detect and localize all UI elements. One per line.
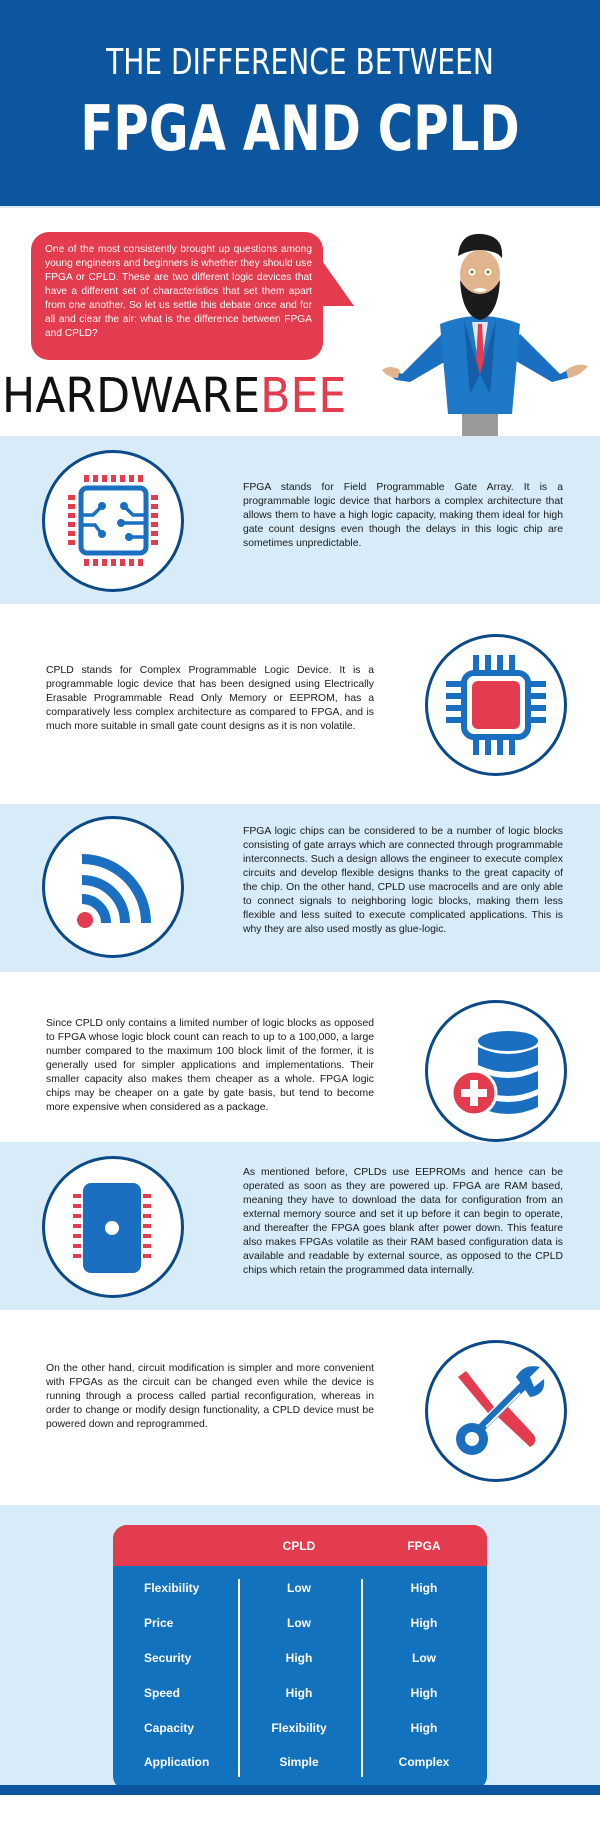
- fpga-value: Low: [412, 1651, 436, 1665]
- fpga-value: Complex: [398, 1755, 450, 1769]
- signal-waves-icon: [45, 819, 181, 955]
- memory-chip-icon: [45, 1159, 181, 1295]
- header-cell-fpga: FPGA: [407, 1539, 441, 1553]
- section-text: Since CPLD only contains a limited number of logic blocks as opposed to FPGA whose logic block count can reach to up to a 100,000, a large number compared to the maximum 100 block limit of the former, it is generally used for simpler applications and implementations. Their smaller capacity also makes them cheaper as a whole. FPGA logic chips may be cheaper on a gate by gate basis, but tend to become more expensive when considered as a package.: [46, 1018, 374, 1113]
- cpld-value: Low: [287, 1616, 311, 1630]
- cpld-chip-icon: [428, 637, 564, 773]
- column-divider: [361, 1579, 363, 1777]
- shrugging-businessman-icon: [380, 224, 590, 436]
- intro-section: [0, 208, 600, 436]
- cpld-value: Low: [287, 1581, 311, 1595]
- hardwarebee-logo: [2, 370, 346, 422]
- logo-text-hardware: HARDWARE: [2, 368, 261, 424]
- title-line-1: THE DIFFERENCE BETWEEN: [106, 42, 494, 83]
- section-text: On the other hand, circuit modification is simpler and more convenient with FPGAs as the circuit can be changed even while the device is running through a process called partial reconfiguration, whereas in order to change or modify design functionality, a CPLD device must be powered down and reprogrammed.: [46, 1363, 374, 1430]
- row-label: Capacity: [144, 1721, 195, 1735]
- title-banner: [0, 0, 600, 208]
- section-text: As mentioned before, CPLDs use EEPROMs and hence can be operated as soon as they are powered up. FPGA are RAM based, meaning they have to download the data for configuration from an external memory source and set it up before it can begin to operate, and thereafter the FPGA goes blank after power down. This feature also makes FPGAs volatile as their RAM based configuration data is available and readable by external source, as opposed to the CPLD chips which retain the programmed data internally.: [243, 1167, 563, 1276]
- header-cell-cpld: CPLD: [282, 1539, 316, 1553]
- table-row: [113, 1686, 487, 1706]
- fpga-value: High: [410, 1616, 438, 1630]
- cpld-value: Flexibility: [271, 1721, 327, 1735]
- fpga-chip-circuit-icon: [45, 453, 181, 589]
- comparison-section: [0, 1505, 600, 1795]
- comparison-table: [113, 1525, 487, 1790]
- row-label: Flexibility: [144, 1581, 200, 1595]
- table-row: [113, 1651, 487, 1671]
- row-label: Speed: [144, 1686, 181, 1700]
- speech-bubble-tail: [320, 258, 354, 306]
- row-label: Application: [144, 1755, 210, 1769]
- section-capacity-price: [0, 972, 600, 1142]
- icon-circle: [42, 450, 184, 592]
- section-text: FPGA stands for Field Programmable Gate Array. It is a programmable logic device that harbors a complex architecture that allows them to have a high logic capacity, making them ideal for high gate count designs even though the delays in this logic chip are sometimes unpredictable.: [243, 482, 563, 549]
- icon-circle: [42, 1156, 184, 1298]
- table-body: [113, 1566, 487, 1790]
- title-line-2: FPGA AND CPLD: [80, 92, 520, 165]
- footer-bar: [0, 1785, 600, 1795]
- table-header: [113, 1525, 487, 1566]
- row-label: Security: [144, 1651, 192, 1665]
- icon-circle: [425, 634, 567, 776]
- section-text: CPLD stands for Complex Programmable Logic Device. It is a programmable logic device that has been designed using Electrically Erasable Programmable Read Only Memory or EEPROM, has a comparatively less complex architecture as compared to FPGA, and is much more suitable in small gate count designs as it is non volatile.: [46, 665, 374, 732]
- table-row: [113, 1581, 487, 1601]
- cpld-value: Simple: [279, 1755, 319, 1769]
- icon-circle: [425, 1340, 567, 1482]
- speech-bubble: One of the most consistently brought up questions among young engineers and beginners is whether they should use FPGA or CPLD. These are two different logic devices that have a different set of characteristics that set them apart from one another. So let us settle this debate once and for all and clear the air: what is the difference between FPGA and CPLD?: [31, 232, 323, 360]
- wrench-screwdriver-icon: [428, 1343, 564, 1479]
- fpga-value: High: [410, 1686, 438, 1700]
- section-memory: [0, 1142, 600, 1310]
- cpld-value: High: [285, 1651, 313, 1665]
- cpld-value: High: [285, 1686, 313, 1700]
- table-row: [113, 1755, 487, 1775]
- table-row: [113, 1616, 487, 1636]
- section-fpga-definition: [0, 436, 600, 604]
- logo-text-bee: BEE: [260, 368, 347, 424]
- icon-circle: [42, 816, 184, 958]
- database-add-icon: [428, 1003, 564, 1139]
- section-cpld-definition: [0, 604, 600, 804]
- row-label: Price: [144, 1616, 174, 1630]
- icon-circle: [425, 1000, 567, 1142]
- column-divider: [238, 1579, 240, 1777]
- fpga-value: High: [410, 1581, 438, 1595]
- section-architecture: [0, 804, 600, 972]
- table-row: [113, 1721, 487, 1741]
- section-reconfiguration: [0, 1310, 600, 1505]
- section-text: FPGA logic chips can be considered to be a number of logic blocks consisting of gate arrays which are connected through programmable interconnects. Such a design allows the engineer to execute complex circuits and develop flexible designs thanks to the great capacity of the chip. On the other hand, CPLD use macrocells and are only able to connect signals to neighboring logic blocks, making them less flexible and less suited to execute complicated applications. This is why they are also used mostly as glue-logic.: [243, 826, 563, 935]
- fpga-value: High: [410, 1721, 438, 1735]
